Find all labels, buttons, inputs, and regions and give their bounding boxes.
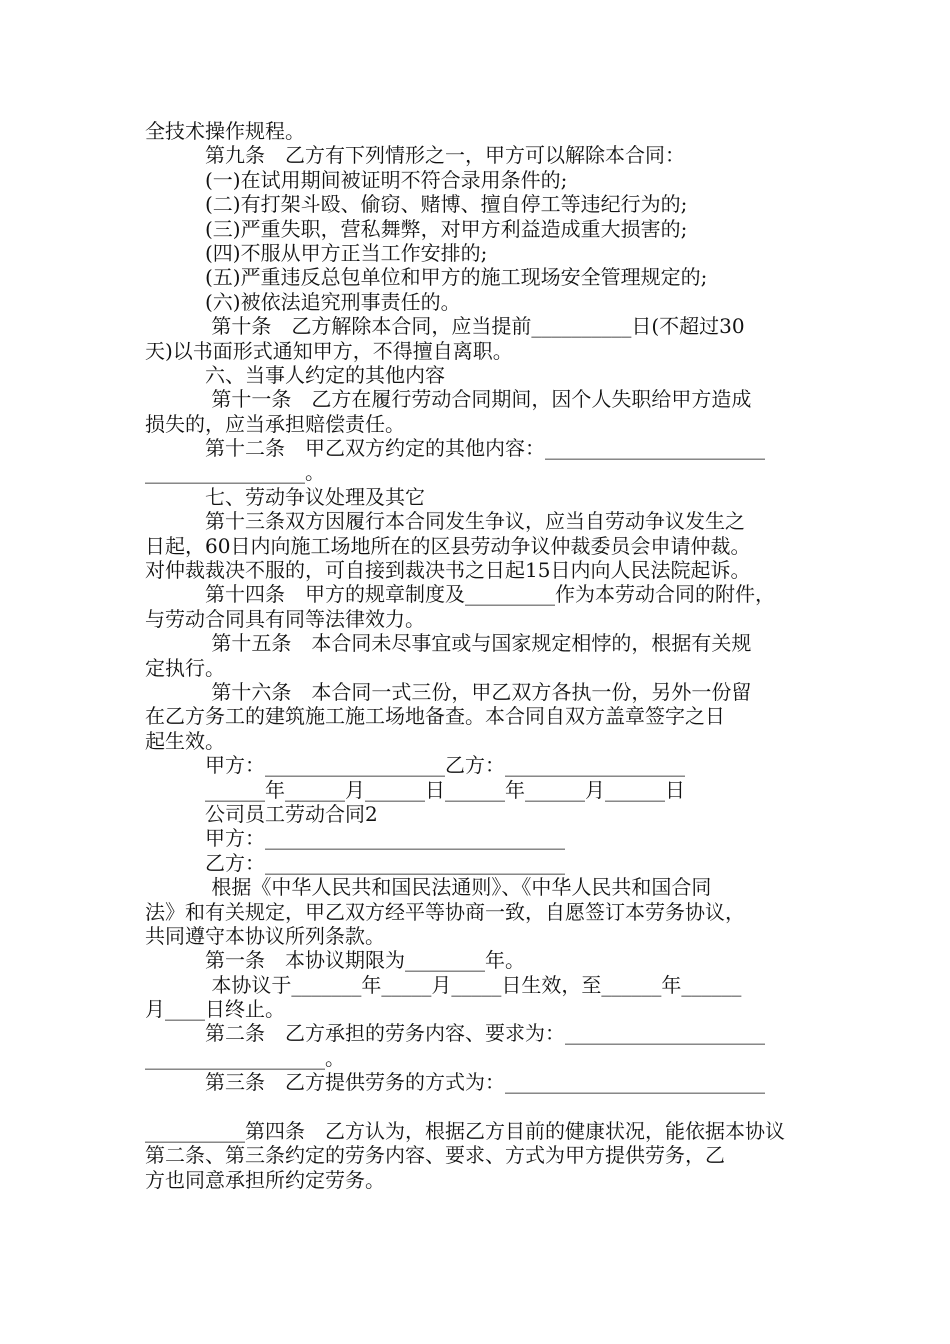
text-line: 日起，60日内向施工场地所在的区县劳动争议仲裁委员会申请仲裁。	[145, 533, 751, 558]
text-line: (五)严重违反总包单位和甲方的施工现场安全管理规定的;	[145, 265, 708, 290]
text-line: 对仲裁裁决不服的，可自接到裁决书之日起15日内向人民法院起诉。	[145, 558, 751, 583]
text-line: 定执行。	[145, 655, 225, 680]
text-line: 共同遵守本协议所列条款。	[145, 923, 385, 948]
text-line: (一)在试用期间被证明不符合录用条件的;	[145, 167, 568, 192]
section-heading: 七、劳动争议处理及其它	[145, 484, 425, 509]
party-a-line: 甲方：______________________________	[145, 826, 565, 851]
text-line: 第二条 乙方承担的劳务内容、要求为：____________________	[145, 1021, 765, 1046]
date-line: ______年______月______日______年______月______日	[145, 777, 685, 802]
text-line: 第十四条 甲方的规章制度及_________作为本劳动合同的附件，	[145, 582, 775, 607]
section-heading: 六、当事人约定的其他内容	[145, 362, 445, 387]
party-b-line: 乙方：______________________________	[145, 850, 565, 875]
text-line: 第十三条双方因履行本合同发生争议，应当自劳动争议发生之	[145, 509, 745, 534]
blank-line	[145, 1095, 813, 1119]
text-line: 第十条 乙方解除本合同，应当提前__________日(不超过30	[145, 314, 745, 339]
text-line: 损失的，应当承担赔偿责任。	[145, 411, 405, 436]
signature-line: 甲方：__________________乙方：__________________	[145, 753, 685, 778]
contract-page	[145, 119, 813, 1192]
text-line: ________________。	[145, 460, 325, 485]
text-line: 根据《中华人民共和国民法通则》、《中华人民共和国合同	[145, 875, 712, 900]
contract-title: 公司员工劳动合同2	[145, 801, 378, 826]
text-line: 第十六条 本合同一式三份，甲乙双方各执一份，另外一份留	[145, 679, 752, 704]
text-line: 第十一条 乙方在履行劳动合同期间，因个人失职给甲方造成	[145, 387, 752, 412]
text-line: 在乙方务工的建筑施工施工场地备查。本合同自双方盖章签字之日	[145, 704, 725, 729]
text-line: __________第四条 乙方认为，根据乙方目前的健康状况，能依据本协议	[145, 1119, 785, 1144]
text-line: 第三条 乙方提供劳务的方式为：__________________________	[145, 1070, 765, 1095]
text-line: 天)以书面形式通知甲方，不得擅自离职。	[145, 338, 513, 363]
text-line: 第一条 本协议期限为________年。	[145, 948, 525, 973]
text-line: 第二条、第三条约定的劳务内容、要求、方式为甲方提供劳务，乙	[145, 1143, 725, 1168]
text-line: 第十二条 甲乙双方约定的其他内容：______________________	[145, 436, 765, 461]
text-line: 第十五条 本合同未尽事宜或与国家规定相悖的，根据有关规	[145, 631, 752, 656]
text-line: (六)被依法追究刑事责任的。	[145, 289, 461, 314]
text-line: __________________。	[145, 1045, 345, 1070]
text-line: 月____日终止。	[145, 997, 285, 1022]
text-line: (二)有打架斗殴、偷窃、赌博、擅自停工等违纪行为的;	[145, 192, 688, 217]
text-line: 方也同意承担所约定劳务。	[145, 1167, 385, 1192]
text-line: 法》和有关规定，甲乙双方经平等协商一致，自愿签订本劳务协议，	[145, 899, 745, 924]
text-line: 起生效。	[145, 728, 225, 753]
text-line: 与劳动合同具有同等法律效力。	[145, 606, 425, 631]
text-line: 本协议于_______年_____月_____日生效，至______年______	[145, 972, 742, 997]
text-line: 第九条 乙方有下列情形之一，甲方可以解除本合同：	[145, 143, 685, 168]
text-line: (三)严重失职，营私舞弊，对甲方利益造成重大损害的;	[145, 216, 688, 241]
text-line: (四)不服从甲方正当工作安排的;	[145, 240, 488, 265]
text-line: 全技术操作规程。	[145, 119, 305, 143]
